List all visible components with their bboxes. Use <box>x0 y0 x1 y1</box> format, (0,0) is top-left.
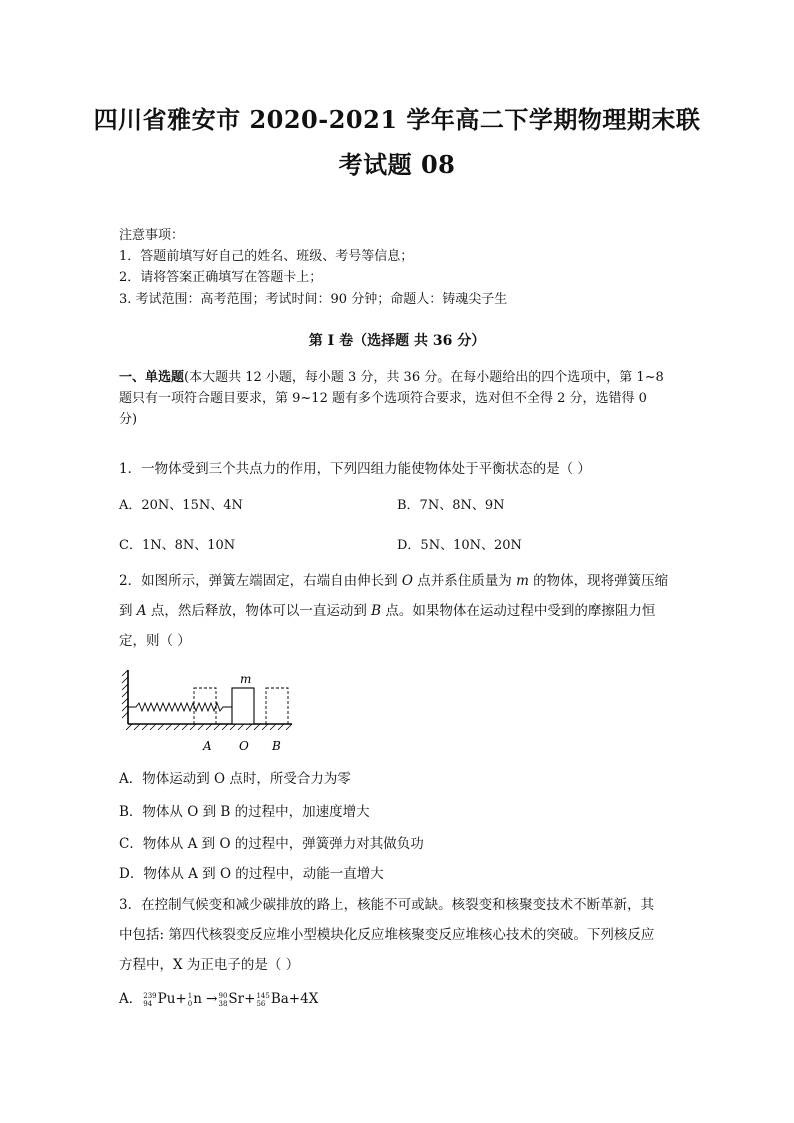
notice-item-2: 2．请将答案正确填写在答题卡上； <box>119 270 323 285</box>
part1-text-line1: (本大题共 12 小题，每小题 3 分，共 36 分。在每小题给出的四个选项中，第 1~8 <box>184 370 664 385</box>
q2-option-a: A．物体运动到 O 点时，所受合力为零 <box>119 771 351 787</box>
point-label-o: O <box>239 739 249 753</box>
part1-text-line3: 分) <box>119 412 138 427</box>
part1-instructions <box>119 367 679 430</box>
q1-option-a: A．20N、15N、4N <box>119 498 243 513</box>
q1-option-b: B．7N、8N、9N <box>397 498 505 513</box>
q1-option-c: C．1N、8N、10N <box>119 538 236 553</box>
exam-title-line2: 考试题 08 <box>338 150 456 179</box>
q2-option-d: D．物体从 A 到 O 的过程中，动能一直增大 <box>119 866 384 882</box>
q1-option-d: D．5N、10N、20N <box>397 538 522 553</box>
point-label-b: B <box>272 739 281 753</box>
section-heading: 第 I 卷（选择题 共 36 分） <box>308 333 486 349</box>
exam-title-line1: 四川省雅安市 2020-2021 学年高二下学期物理期末联 <box>93 105 701 134</box>
q3-option-a: A． 239 94 Pu+ 1 0 n → 90 38 Sr+ 145 56 Ba+4X <box>119 991 319 1008</box>
notice-heading: 注意事项： <box>119 228 185 243</box>
q2-option-c: C．物体从 A 到 O 的过程中，弹簧弹力对其做负功 <box>119 836 424 852</box>
q2-option-b: B．物体从 O 到 B 的过程中，加速度增大 <box>119 804 370 820</box>
block-outline-b <box>266 688 288 724</box>
mass-block <box>232 688 254 724</box>
spring-block-figure <box>120 666 300 758</box>
q2-stem: 2．如图所示，弹簧左端固定，右端自由伸长到 O 点并系住质量为 m 的物体，现将弹簧压缩 到 A 点，然后释放，物体可以一直运动到 B 点。如果物体在运动过程中受到的摩擦阻力恒 定，则（ ） <box>119 573 669 649</box>
notice-item-3: 3. 考试范围：高考范围；考试时间：90 分钟；命题人：铸魂尖子生 <box>119 292 508 307</box>
q1-stem: 1．一物体受到三个共点力的作用，下列四组力能使物体处于平衡状态的是（ ） <box>119 461 591 477</box>
q3-stem: 3．在控制气候变和减少碳排放的路上，核能不可或缺。核裂变和核聚变技术不断革新，其 中包括: 第四代核裂变反应堆小型模块化反应堆核聚变反应堆核心技术的突破。下列核反应 方程中，X 为正电子的是（ ） <box>119 897 655 973</box>
mass-label: m <box>240 672 252 686</box>
block-outline-a <box>194 688 216 724</box>
point-label-a: A <box>203 739 212 753</box>
wall-hatching <box>122 670 128 718</box>
floor-hatching <box>126 724 292 730</box>
part1-label: 一、单选题 <box>119 370 185 385</box>
notice-item-1: 1．答题前填写好自己的姓名、班级、考号等信息； <box>119 249 414 264</box>
part1-text-line2: 题只有一项符合题目要求，第 9~12 题有多个选项符合要求，选对但不全得 2 分，选错得 0 <box>119 391 647 406</box>
